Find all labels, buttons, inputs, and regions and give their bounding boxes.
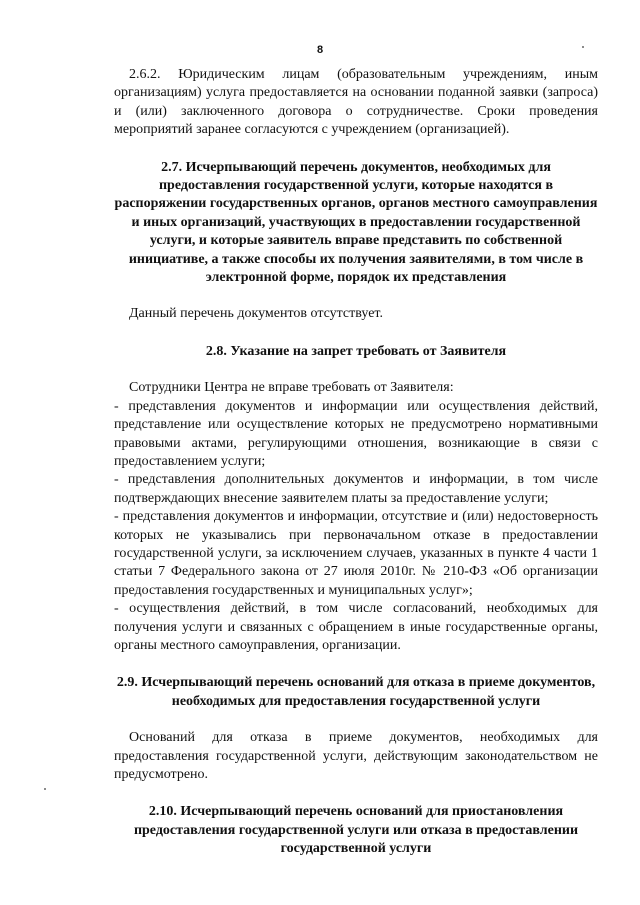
document-body [114,66,598,859]
paragraph-2-9: Оснований для отказа в приеме документов, необходимых для предоставления государственной услуги, действующим законодательством не предусмотрено. [114,730,598,782]
paragraph-2-6-2: 2.6.2. Юридическим лицам (образовательным учреждениям, иным организациям) услуга предоставляется на основании поданной заявки (запроса) и (или) заключенного договора о сотрудничестве. Сроки проведения мероприятий заранее согласуются с учреждением (организацией). [114,67,598,138]
heading-2-9: 2.9. Исчерпывающий перечень оснований для отказа в приеме документов, необходимых для предоставления государственной услуги [116,675,596,709]
heading-2-8: 2.8. Указание на запрет требовать от Заявителя [205,343,507,359]
paragraph-2-8-intro: Сотрудники Центра не вправе требовать от Заявителя: [129,380,454,396]
list-item-2-8-3: - представления документов и информации, отсутствие и (или) недостоверность которых не указывались при первоначальном отказе в предоставлении государственной услуги, за исключением случаев, указанных в пункте 4 части 1 статьи 7 Федерального закона от 27 июля 2010г. № 210-ФЗ «Об организации предоставления государственных и муниципальных услуг»; [114,509,598,598]
scan-speck [44,788,46,790]
scan-speck [582,46,584,48]
page-number: 8 [316,44,324,56]
paragraph-2-7: Данный перечень документов отсутствует. [129,306,383,322]
list-item-2-8-4: - осуществления действий, в том числе согласований, необходимых для получения услуги и связанных с обращением в иные государственные органы, органы местного самоуправления, организации. [114,601,598,653]
list-item-2-8-1: - представления документов и информации или осуществления действий, представление или осуществление которых не предусмотрено нормативными правовыми актами, регулирующими отношения, возникающие в связи с предоставлением услуги; [114,398,598,469]
heading-2-7: 2.7. Исчерпывающий перечень документов, необходимых для предоставления государственной услуги, которые находятся в распоряжении государственных органов, органов местного самоуправления и иных организаций, участвующих в предоставлении государственной услуги, и которые заявитель вправе представить по собственной инициативе, а также способы их получения заявителями, в том числе в электронной форме, порядок их представления [114,159,598,286]
list-item-2-8-2: - представления дополнительных документов и информации, в том числе подтверждающих внесение заявителем платы за предоставление услуги; [114,472,598,506]
heading-2-10: 2.10. Исчерпывающий перечень оснований для приостановления предоставления государственной услуги или отказа в предоставлении государственной услуги [133,804,579,857]
